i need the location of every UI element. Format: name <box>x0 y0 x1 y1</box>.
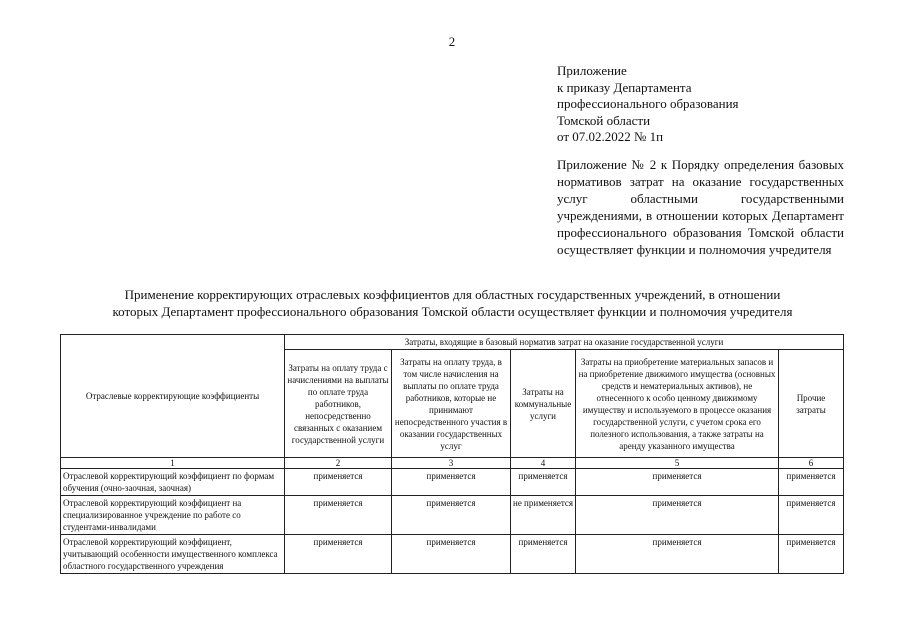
column-number: 4 <box>511 458 576 469</box>
approval-line: профессионального образования <box>557 96 739 111</box>
table-row <box>61 496 844 535</box>
approval-line: от 07.02.2022 № 1п <box>557 129 664 144</box>
table-cell: применяется <box>779 535 844 574</box>
approval-line: Томской области <box>557 112 651 128</box>
column-number: 5 <box>576 458 779 469</box>
column-number: 2 <box>285 458 392 469</box>
title-line: которых Департамент профессионального образования Томской области осуществляет функции и полномочия учредителя <box>112 304 793 319</box>
table-cell: не применяется <box>511 496 576 535</box>
column-header-other: Прочие затраты <box>779 350 844 458</box>
row-label: Отраслевой корректирующий коэффициент, учитывающий особенности имущественного комплекса областного государственного учреждения <box>61 535 285 574</box>
table-cell: применяется <box>779 469 844 496</box>
title-line: Применение корректирующих отраслевых коэффициентов для областных государственных учреждений, в отношении <box>124 287 781 302</box>
table-cell: применяется <box>285 469 392 496</box>
column-header-indirect-labor: Затраты на оплату труда, в том числе начисления на выплаты по оплате труда работников, которые не принимают непосредственного участия в оказании государственных услуг <box>392 350 511 458</box>
column-number: 1 <box>61 458 285 469</box>
table-cell: применяется <box>779 496 844 535</box>
column-numbers-row <box>61 458 844 469</box>
table-cell: применяется <box>392 496 511 535</box>
column-header-materials: Затраты на приобретение материальных запасов и на приобретение движимого имущества (основных средств и нематериальных активов), не отнесенного к особо ценному движимому имуществу и используемого в процессе оказания государственной услуги, с учетом срока его полезного использования, а также затраты на аренду указанного имущества <box>576 350 779 458</box>
page-number: 2 <box>448 34 456 49</box>
table-cell: применяется <box>392 469 511 496</box>
document-title <box>40 286 865 320</box>
group-header: Затраты, входящие в базовый норматив затрат на оказание государственной услуги <box>285 335 844 350</box>
approval-line: Приложение <box>557 63 627 78</box>
approval-line: к приказу Департамента <box>557 79 692 95</box>
column-number: 3 <box>392 458 511 469</box>
table-row <box>61 469 844 496</box>
table-cell: применяется <box>511 469 576 496</box>
table-cell: применяется <box>576 535 779 574</box>
column-header-direct-labor: Затраты на оплату труда с начислениями на выплаты по оплате труда работников, непосредственно связанных с оказанием государственной услуги <box>285 350 392 458</box>
row-label: Отраслевой корректирующий коэффициент по формам обучения (очно-заочная, заочная) <box>61 469 285 496</box>
annex-reference: Приложение № 2 к Порядку определения базовых нормативов затрат на оказание государственных услуг областными государственными учреждениями, в отношении которых Департамент профессионального образования Томской области осуществляет функции и полномочия учредителя <box>557 157 844 257</box>
table-cell: применяется <box>576 469 779 496</box>
table-cell: применяется <box>285 535 392 574</box>
approval-block <box>557 63 739 146</box>
table-cell: применяется <box>576 496 779 535</box>
table-cell: применяется <box>285 496 392 535</box>
table-cell: применяется <box>392 535 511 574</box>
table-row <box>61 535 844 574</box>
column-header-coefficients: Отраслевые корректирующие коэффициенты <box>61 335 285 458</box>
column-header-utilities: Затраты на коммунальные услуги <box>511 350 576 458</box>
row-label: Отраслевой корректирующий коэффициент на специализированное учреждение по работе со студентами-инвалидами <box>61 496 285 535</box>
column-number: 6 <box>779 458 844 469</box>
table-cell: применяется <box>511 535 576 574</box>
coefficients-table <box>60 334 844 574</box>
